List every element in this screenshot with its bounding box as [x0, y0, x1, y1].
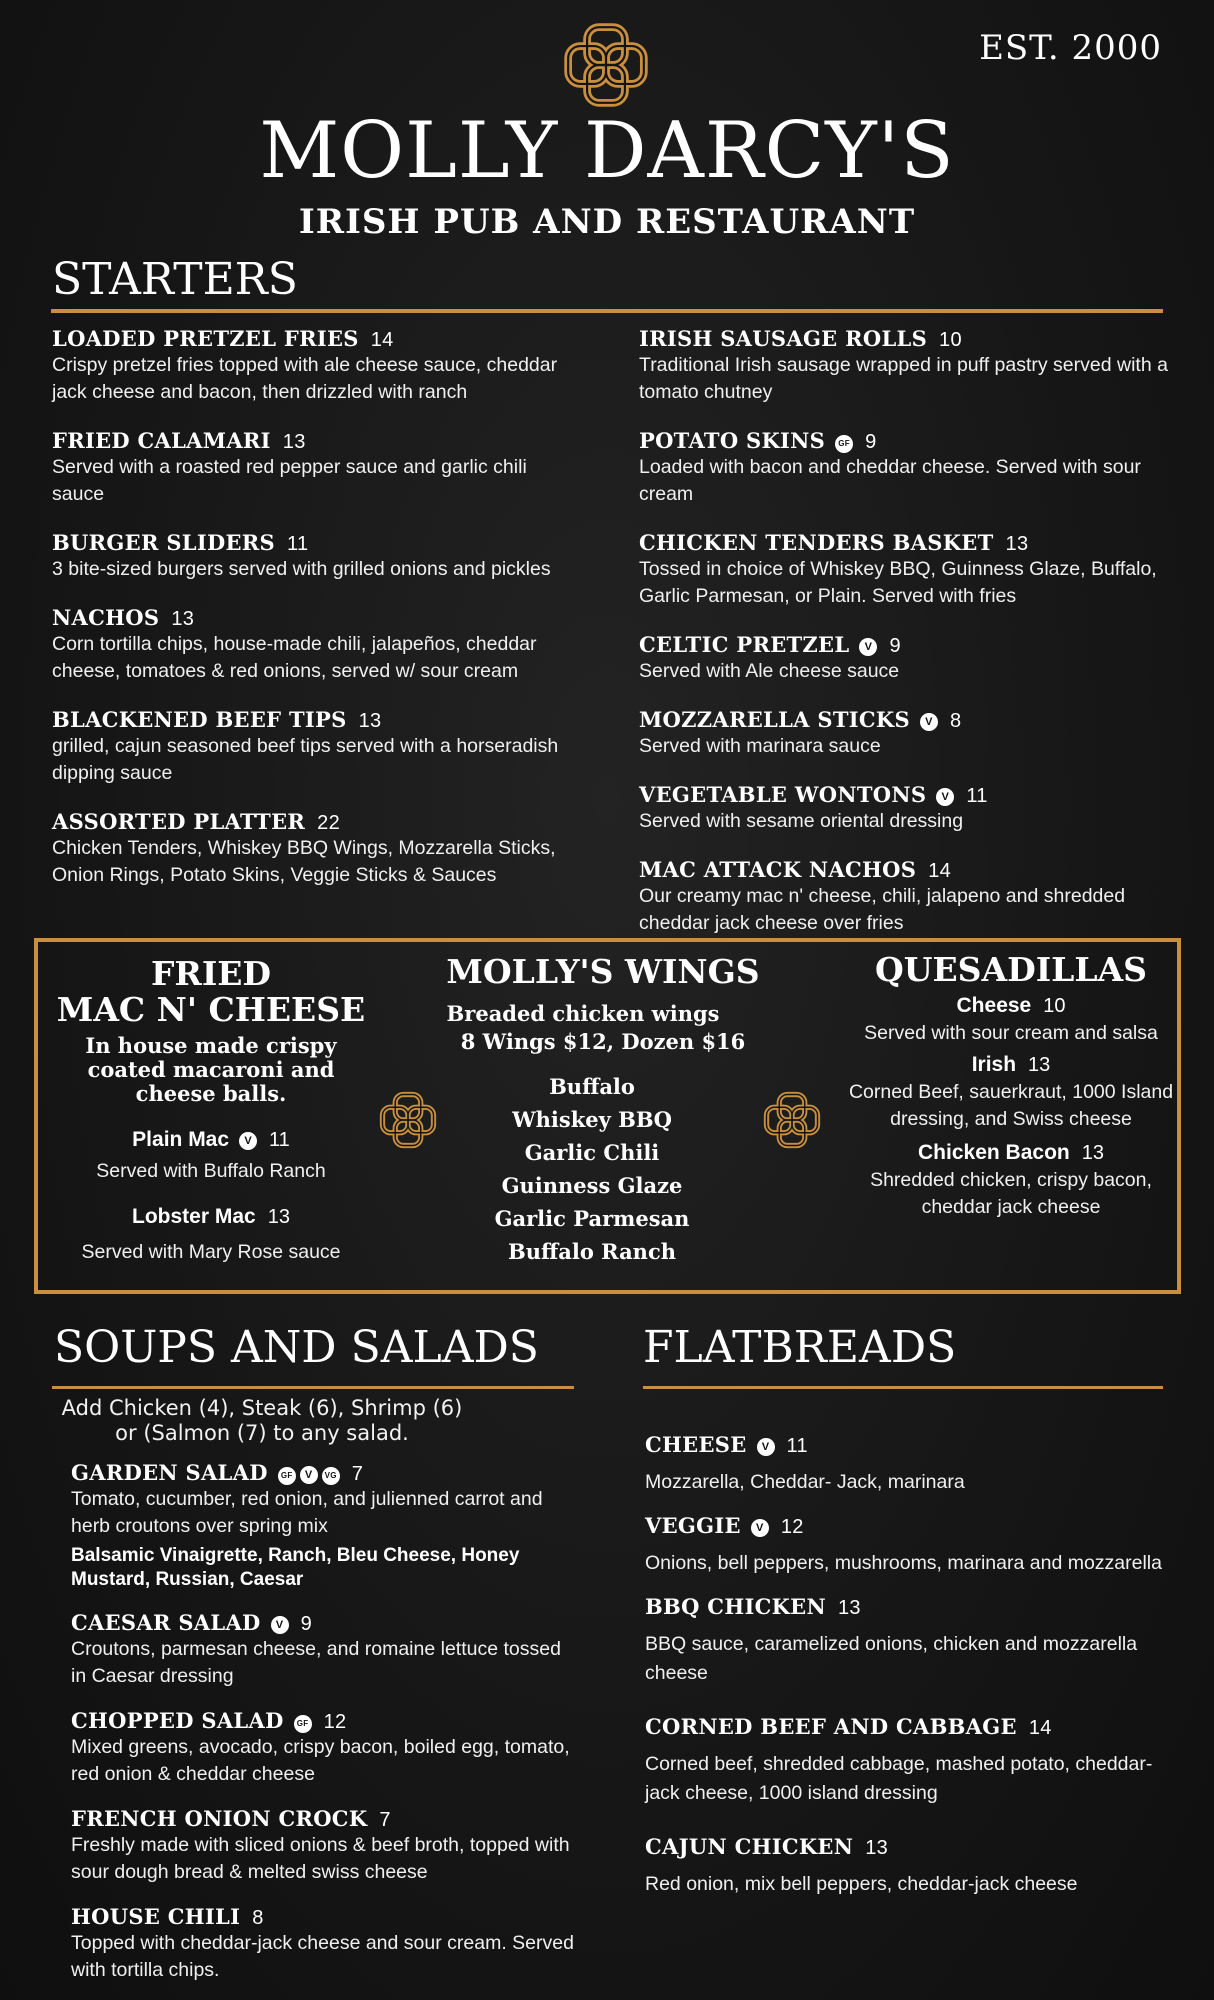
item-description: Freshly made with sliced onions & beef broth, topped with sour dough bread & melted swiss cheese [71, 1834, 570, 1883]
item-description: Croutons, parmesan cheese, and romaine lettuce tossed in Caesar dressing [71, 1638, 561, 1687]
item-name: CORNED BEEF AND CABBAGE [645, 1714, 1017, 1739]
item-name: ASSORTED PLATTER [52, 809, 306, 834]
menu-item [639, 857, 1189, 937]
menu-item [639, 707, 1189, 760]
item-price: 13 [865, 1837, 889, 1859]
vegetarian-badge: V [271, 1616, 289, 1634]
wing-flavor: Garlic Chili [524, 1140, 660, 1165]
item-name: IRISH SAUSAGE ROLLS [639, 326, 928, 351]
quesadilla-item-name [846, 1053, 1176, 1077]
item-price: 13 [267, 1206, 290, 1228]
wings-subtitle: Breaded chicken wings [446, 1001, 720, 1026]
vegetarian-badge: V [936, 788, 954, 806]
item-description: Chicken Tenders, Whiskey BBQ Wings, Mozzarella Sticks, Onion Rings, Potato Skins, Veggie Sticks & Sauces [52, 837, 556, 886]
starters-left-column [52, 326, 572, 911]
soups-divider [52, 1386, 574, 1389]
item-name: CHICKEN TENDERS BASKET [639, 530, 994, 555]
menu-item [639, 428, 1189, 508]
item-description: Shredded chicken, crispy bacon, cheddar jack cheese [870, 1169, 1152, 1218]
item-name: BBQ CHICKEN [645, 1594, 826, 1619]
quesadilla-item-name [846, 994, 1176, 1018]
item-price: 14 [928, 860, 952, 882]
menu-item [645, 1714, 1175, 1808]
wing-flavor-list [430, 1070, 754, 1268]
item-description: Corned Beef, sauerkraut, 1000 Island dressing, and Swiss cheese [848, 1081, 1174, 1130]
item-description: 3 bite-sized burgers served with grilled onions and pickles [52, 558, 551, 580]
wings-section [430, 954, 776, 1268]
item-description: Served with Mary Rose sauce [81, 1241, 341, 1263]
item-description: Mixed greens, avocado, crispy bacon, boiled egg, tomato, red onion & cheddar cheese [71, 1736, 570, 1785]
vegetarian-badge: V [757, 1438, 775, 1456]
restaurant-subtitle: IRISH PUB AND RESTAURANT [298, 202, 916, 242]
item-description: Served with a roasted red pepper sauce and garlic chili sauce [52, 456, 527, 505]
item-name: Lobster Mac [132, 1205, 256, 1228]
item-price: 11 [966, 785, 988, 807]
menu-item [639, 530, 1189, 610]
item-name: CAJUN CHICKEN [645, 1834, 854, 1859]
item-price: 13 [358, 710, 382, 732]
item-name: LOADED PRETZEL FRIES [52, 326, 359, 351]
item-name: BURGER SLIDERS [52, 530, 276, 555]
gluten-free-badge: GF [294, 1715, 312, 1733]
item-name: Plain Mac [132, 1128, 230, 1151]
dressing-options: Balsamic Vinaigrette, Ranch, Bleu Cheese, Honey Mustard, Russian, Caesar [71, 1545, 520, 1590]
gluten-free-badge: GF [278, 1467, 296, 1485]
menu-item [71, 1460, 581, 1592]
soups-column [71, 1460, 581, 2000]
item-name: FRIED CALAMARI [52, 428, 271, 453]
starters-heading: STARTERS [52, 254, 298, 305]
wing-flavor: Whiskey BBQ [512, 1107, 672, 1132]
restaurant-name: MOLLY DARCY'S [259, 106, 955, 196]
flatbreads-divider [643, 1386, 1163, 1389]
item-description: Mozzarella, Cheddar- Jack, marinara [645, 1471, 965, 1493]
menu-item [71, 1904, 581, 1984]
menu-item [52, 428, 572, 508]
vegetarian-badge: V [751, 1519, 769, 1537]
item-price: 8 [252, 1907, 264, 1929]
item-price: 8 [949, 710, 962, 732]
mac-item-name [46, 1128, 376, 1152]
wings-title: MOLLY'S WINGS [446, 952, 760, 991]
menu-item [71, 1708, 581, 1788]
quesadilla-item-name [846, 1141, 1176, 1165]
item-description: BBQ sauce, caramelized onions, chicken and mozzarella cheese [645, 1633, 1138, 1684]
quesadillas-title: QUESADILLAS [874, 950, 1147, 989]
item-description: Our creamy mac n' cheese, chili, jalapeno and shredded cheddar jack cheese over fries [639, 885, 1126, 934]
salad-addon-note: Add Chicken (4), Steak (6), Shrimp (6) or (Salmon (7) to any salad. [61, 1396, 463, 1445]
menu-item [645, 1834, 1175, 1899]
item-price: 12 [323, 1711, 347, 1733]
item-description: Topped with cheddar-jack cheese and sour cream. Served with tortilla chips. [71, 1932, 574, 1981]
item-description: Crispy pretzel fries topped with ale cheese sauce, cheddar jack cheese and bacon, then drizzled with ranch [52, 354, 558, 403]
item-price: 14 [370, 329, 394, 351]
mac-subtitle: In house made crispy coated macaroni and cheese balls. [85, 1033, 337, 1106]
starters-right-column [639, 326, 1189, 959]
item-price: 13 [1005, 533, 1029, 555]
item-name: VEGGIE [645, 1513, 741, 1538]
vegetarian-badge: V [920, 713, 938, 731]
item-name: POTATO SKINS [639, 428, 826, 453]
item-price: 11 [786, 1435, 808, 1457]
item-price: 13 [282, 431, 306, 453]
mac-item-name [46, 1205, 376, 1229]
item-description: Served with sesame oriental dressing [639, 810, 964, 832]
wing-flavor: Guinness Glaze [501, 1173, 683, 1198]
item-name: CAESAR SALAD [71, 1610, 261, 1635]
item-description: Served with marinara sauce [639, 735, 881, 757]
item-price: 13 [171, 608, 195, 630]
menu-item [52, 809, 572, 889]
starters-divider [51, 309, 1163, 313]
wing-flavor: Buffalo [549, 1074, 635, 1099]
menu-item [71, 1806, 581, 1886]
item-price: 14 [1028, 1717, 1052, 1739]
item-price: 11 [269, 1129, 290, 1151]
item-description: Onions, bell peppers, mushrooms, marinara and mozzarella [645, 1552, 1162, 1574]
item-name: CHOPPED SALAD [71, 1708, 284, 1733]
wings-pricing: 8 Wings $12, Dozen $16 [460, 1029, 746, 1054]
item-price: 9 [889, 635, 901, 657]
item-description: Tomato, cucumber, red onion, and julienned carrot and herb croutons over spring mix [71, 1488, 543, 1537]
item-name: CHEESE [645, 1432, 747, 1457]
item-description: grilled, cajun seasoned beef tips served with a horseradish dipping sauce [52, 735, 559, 784]
item-price: 12 [780, 1516, 804, 1538]
menu-item [639, 326, 1189, 406]
item-price: 9 [300, 1613, 313, 1635]
item-description: Loaded with bacon and cheddar cheese. Served with sour cream [639, 456, 1141, 505]
menu-item [645, 1432, 1175, 1497]
item-description: Traditional Irish sausage wrapped in puff pastry served with a tomato chutney [639, 354, 1168, 403]
mac-title-line2: MAC N' CHEESE [56, 990, 366, 1029]
item-name: Chicken Bacon [918, 1141, 1070, 1164]
item-price: 11 [287, 533, 309, 555]
item-name: Cheese [956, 994, 1032, 1017]
item-description: Red onion, mix bell peppers, cheddar-jack cheese [645, 1873, 1078, 1895]
item-name: Irish [971, 1053, 1017, 1076]
item-name: FRENCH ONION CROCK [71, 1806, 368, 1831]
item-description: Served with Buffalo Ranch [96, 1160, 326, 1182]
flatbreads-heading: FLATBREADS [643, 1322, 957, 1373]
wing-flavor: Buffalo Ranch [507, 1239, 677, 1264]
item-price: 13 [837, 1597, 861, 1619]
item-description: Corned beef, shredded cabbage, mashed potato, cheddar-jack cheese, 1000 island dressing [645, 1753, 1153, 1804]
item-name: MAC ATTACK NACHOS [639, 857, 917, 882]
item-price: 7 [351, 1463, 364, 1485]
menu-item [645, 1513, 1175, 1578]
item-price: 10 [1043, 995, 1066, 1017]
item-name: MOZZARELLA STICKS [639, 707, 910, 732]
item-description: Tossed in choice of Whiskey BBQ, Guinness Glaze, Buffalo, Garlic Parmesan, or Plain. Served with fries [639, 558, 1157, 607]
item-name: VEGETABLE WONTONS [639, 782, 927, 807]
quesadillas-section [846, 952, 1176, 1221]
item-description: Served with sour cream and salsa [864, 1022, 1158, 1044]
item-name: NACHOS [52, 605, 160, 630]
item-description: Served with Ale cheese sauce [639, 660, 900, 682]
soups-heading: SOUPS AND SALADS [54, 1322, 539, 1373]
gluten-free-badge: GF [835, 435, 853, 453]
item-name: HOUSE CHILI [71, 1904, 241, 1929]
vegan-badge: VG [322, 1467, 340, 1485]
item-price: 10 [939, 329, 962, 351]
item-description: Corn tortilla chips, house-made chili, jalapeños, cheddar cheese, tomatoes & red onions, served w/ sour cream [52, 633, 537, 682]
mac-title-line1: FRIED [150, 954, 272, 993]
vegetarian-badge: V [239, 1132, 257, 1150]
celtic-knot-icon [563, 22, 649, 108]
menu-item [71, 1610, 581, 1690]
mac-section [46, 956, 376, 1266]
menu-item [52, 326, 572, 406]
item-name: GARDEN SALAD [71, 1460, 268, 1485]
menu-item [52, 530, 572, 583]
menu-item [639, 632, 1189, 685]
item-name: CELTIC PRETZEL [639, 632, 850, 657]
item-price: 13 [1028, 1054, 1051, 1076]
celtic-knot-icon [379, 1091, 437, 1149]
flatbreads-column [645, 1432, 1175, 1915]
wing-flavor: Garlic Parmesan [494, 1206, 690, 1231]
item-price: 7 [379, 1809, 391, 1831]
menu-item [639, 782, 1189, 835]
menu-item [52, 707, 572, 787]
item-price: 13 [1081, 1142, 1104, 1164]
vegetarian-badge: V [859, 638, 877, 656]
menu-item [645, 1594, 1175, 1688]
established-year: EST. 2000 [979, 28, 1162, 68]
item-price: 22 [317, 812, 341, 834]
item-name: BLACKENED BEEF TIPS [52, 707, 347, 732]
vegetarian-badge: V [300, 1466, 318, 1484]
menu-item [52, 605, 572, 685]
item-price: 9 [865, 431, 877, 453]
